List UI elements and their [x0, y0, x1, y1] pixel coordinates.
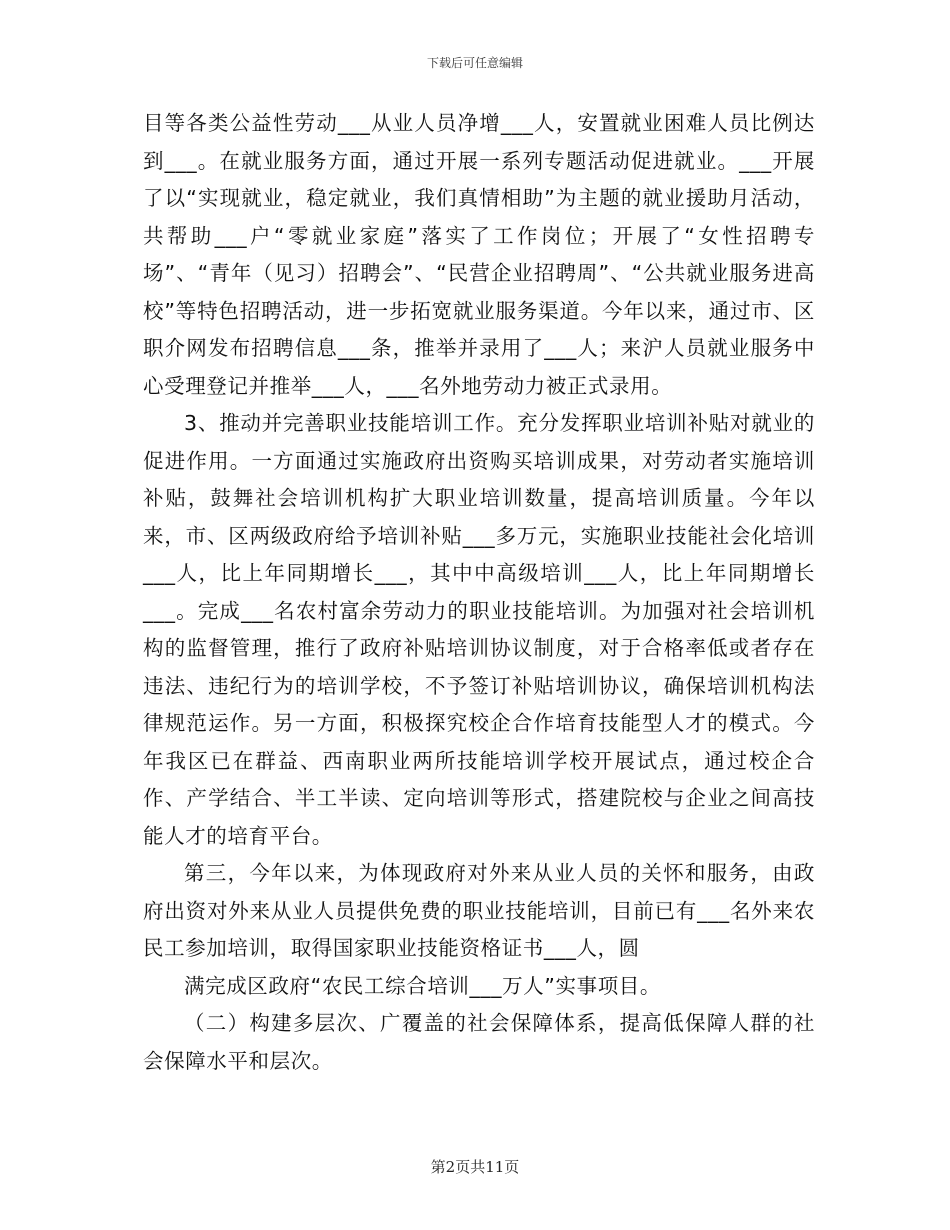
document-body — [143, 105, 815, 1080]
page-header: 下载后可任意编辑 — [426, 56, 523, 70]
paragraph-project-completion: 满完成区政府“农民工综合培训___万人”实事项目。 — [184, 973, 661, 998]
paragraph-social-security-heading: （二）构建多层次、广覆盖的社会保障体系，提高低保障人群的社会保障水平和层次。 — [143, 1011, 815, 1073]
paragraph-skills-training: 3、推动并完善职业技能培训工作。充分发挥职业培训补贴对就业的促进作用。一方面通过实施政府出资购买培训成果，对劳动者实施培训补贴，鼓舞社会培训机构扩大职业培训数量，提高培训质量。今年以来，市、区两级政府给予培训补贴___多万元，实施职业技能社会化培训___人，比上年同期增长___，其中中高级培训___人，比上年同期增长___。完成___名农村富余劳动力的职业技能培训。为加强对社会培训机构的监督管理，推行了政府补贴培训协议制度，对于合格率低或者存在违法、违纪行为的培训学校，不予签订补贴培训协议，确保培训机构法律规范运作。另一方面，积极探究校企合作培育技能型人才的模式。今年我区已在群益、西南职业两所技能培训学校开展试点，通过校企合作、产学结合、半工半读、定向培训等形式，搭建院校与企业之间高技能人才的培育平台。 — [143, 411, 815, 848]
paragraph-migrant-training: 第三，今年以来，为体现政府对外来从业人员的关怀和服务，由政府出资对外来从业人员提供免费的职业技能培训，目前已有___名外来农民工参加培训，取得国家职业技能资格证书___人，圆 — [143, 861, 815, 960]
page-footer: 第2页共11页 — [430, 1158, 520, 1176]
paragraph-employment-services: 目等各类公益性劳动___从业人员净增___人，安置就业困难人员比例达到___。在就业服务方面，通过开展一系列专题活动促进就业。___开展了以“实现就业，稳定就业，我们真情相助”为主题的就业援助月活动，共帮助___户“零就业家庭”落实了工作岗位；开展了“女性招聘专场”、“青年（见习）招聘会”、“民营企业招聘周”、“公共就业服务进高校”等特色招聘活动，进一步拓宽就业服务渠道。今年以来，通过市、区职介网发布招聘信息___条，推举并录用了___人；来沪人员就业服务中心受理登记并推举___人，___名外地劳动力被正式录用。 — [143, 111, 815, 398]
